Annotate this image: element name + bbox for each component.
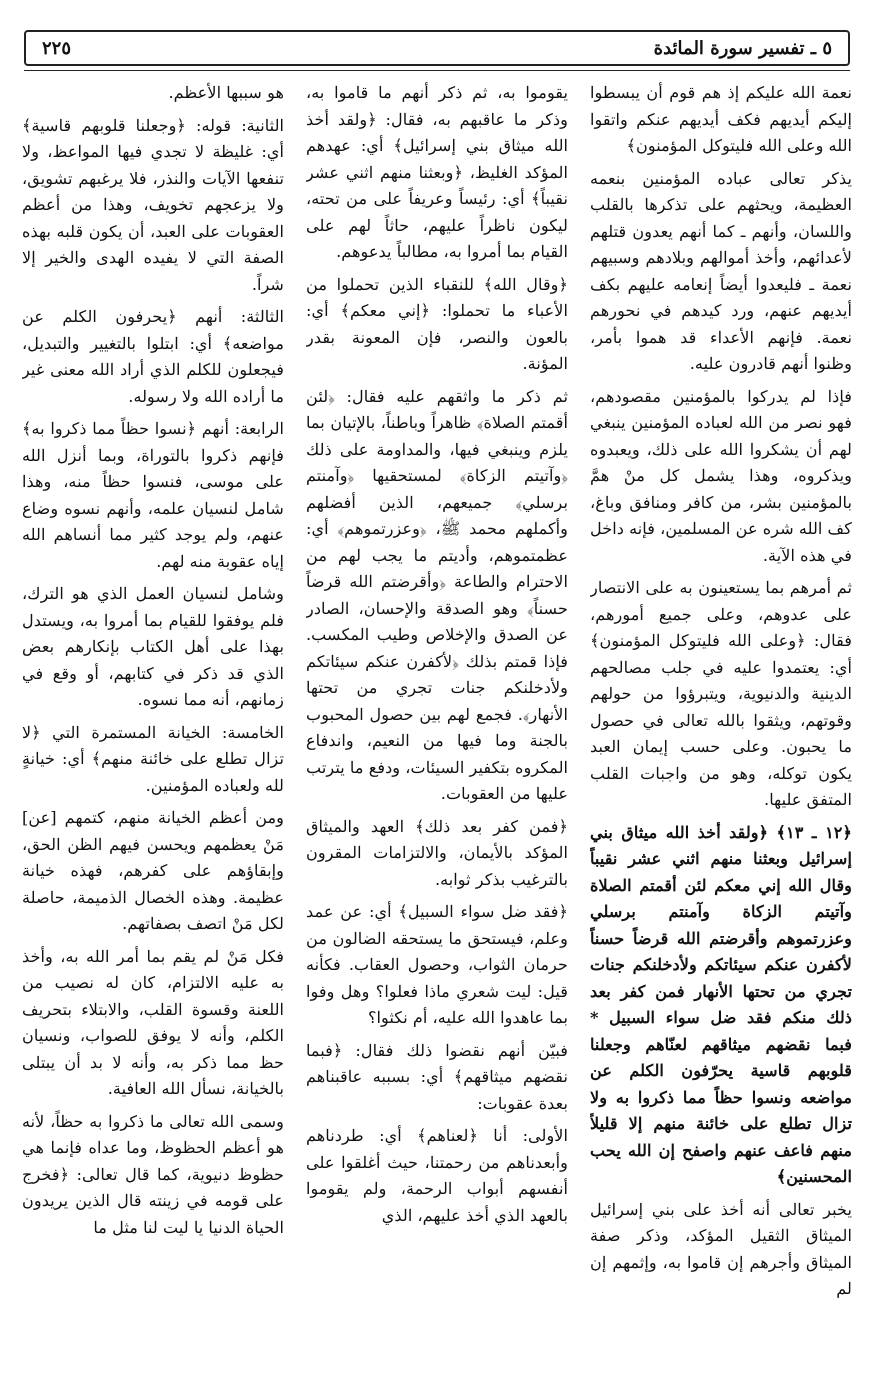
paragraph: وشامل لنسيان العمل الذي هو الترك، فلم يوفقوا للقيام بما أمروا به، ويستدل بهذا على أهل الكتاب بإنكارهم بعض الذي قد ذكر في كتابهم، أو وقع في زمانهم، أنه مما نسوه. bbox=[22, 584, 284, 709]
paragraph: يقوموا به، ثم ذكر أنهم ما قاموا به، وذكر ما عاقبهم به، فقال: ﴿ولقد أخذ الله ميثاق بني إسرائيل﴾ أي: عهدهم المؤكد الغليظ، ﴿وبعثنا منهم اثني عشر نقيباً﴾ أي: رئيساً وعريفاً على من تحته، ليكون ناظراً عليهم، حاثاً لهم على القيام بما أمروا به، مطالباً يدعوهم. bbox=[306, 83, 568, 261]
text-columns bbox=[22, 80, 852, 1380]
header-rule bbox=[24, 70, 850, 71]
paragraph: ﴿وقال الله﴾ للنقباء الذين تحملوا من الأعباء ما تحملوا: ﴿إني معكم﴾ أي: بالعون والنصر، فإن المعونة بقدر المؤنة. bbox=[306, 274, 568, 373]
paragraph: يخبر تعالى أنه أخذ على بني إسرائيل الميثاق الثقيل المؤكد، وذكر صفة الميثاق وأجرهم إن قاموا به، وإثمهم إن لم bbox=[590, 1199, 852, 1298]
paragraph: يذكر تعالى عباده المؤمنين بنعمه العظيمة، ويحثهم على تذكرها بالقلب واللسان، وأنهم ـ كما أنهم يعدون قتلهم لأعدائهم، وأخذ أموالهم وبلادهم وسبيهم نعمة ـ فليعدوا أيضاً إنعامه عليهم بكف أيديهم عنهم، ورد كيدهم في نحورهم نعمة. فإنهم الأعداء قد هموا بأمر، وظنوا أنهم قادرون عليه. bbox=[590, 168, 852, 373]
column-middle bbox=[306, 80, 568, 1380]
paragraph: ثم ذكر ما واثقهم عليه فقال: ﴿لئن أقمتم الصلاة﴾ ظاهراً وباطناً، بالإتيان بما يلزم وينبغي فيها، والمداومة على ذلك ﴿وآتيتم الزكاة﴾ لمستحقيها ﴿وآمنتم برسلي﴾ جميعهم، الذين أفضلهم وأكملهم محمد ﷺ، ﴿وعزرتموهم﴾ أي: عظمتموهم، وأديتم ما يجب لهم من الاحترام والطاعة ﴿وأقرضتم الله قرضاً حسناً﴾ وهو الصدقة والإحسان، الصادر عن الصدق والإخلاص وطيب المكسب. فإذا قمتم بذلك ﴿لأكفرن عنكم سيئاتكم ولأدخلنكم جنات تجري من تحتها الأنهار﴾. فجمع لهم بين حصول المحبوب بالجنة وما فيها من النعيم، واندفاع المكروه بتكفير السيئات، ودفع ما يترتب عليها من العقوبات. bbox=[306, 386, 568, 803]
paragraph: هو سببها الأعظم. bbox=[168, 83, 284, 102]
paragraph: الثالثة: أنهم ﴿يحرفون الكلم عن مواضعه﴾ أي: ابتلوا بالتغيير والتبديل، فيجعلون للكلم الذي أراد الله معنى غير ما أراده الله ولا رسوله. bbox=[22, 307, 284, 406]
paragraph: فبيّن أنهم نقضوا ذلك فقال: ﴿فبما نقضهم ميثاقهم﴾ أي: بسببه عاقبناهم بعدة عقوبات: bbox=[306, 1040, 568, 1113]
paragraph: فإذا لم يدركوا بالمؤمنين مقصودهم، فهو نصر من الله لعباده المؤمنين ينبغي لهم أن يشكروا الله على ذلك، ويعبدوه ويذكروه، وهذا يشمل كل منْ همَّ بالمؤمنين بشر، من كافر ومنافق وباغ، كف الله شره عن المسلمين، فإنه داخل في هذه الآية. bbox=[590, 386, 852, 565]
column-left bbox=[22, 80, 284, 1380]
paragraph: الخامسة: الخيانة المستمرة التي ﴿لا تزال تطلع على خائنة منهم﴾ أي: خيانةٍ لله ولعباده المؤمنين. bbox=[22, 722, 284, 795]
paragraph: الرابعة: أنهم ﴿نسوا حظاً مما ذكروا به﴾ فإنهم ذكروا بالتوراة، وبما أنزل الله على موسى، فنسوا حظاً منه، وهذا شامل لنسيان علمه، وأنهم نسوه وضاع عنهم، ولم يوجد كثير مما أنساهم الله إياه عقوبة منه لهم. bbox=[22, 419, 284, 571]
paragraph: وسمى الله تعالى ما ذكروا به حظاً، لأنه هو أعظم الحظوظ، وما عداه فإنما هي حظوظ دنيوية، كما قال تعالى: ﴿فخرج على قومه في زينته قال الذين يريدون الحياة الدنيا يا ليت لنا مثل ما bbox=[22, 1111, 284, 1237]
paragraph: الثانية: قوله: ﴿وجعلنا قلوبهم قاسية﴾ أي: غليظة لا تجدي فيها المواعظ، ولا تنفعها الآيات والنذر، فلا يرغبهم تشويق، ولا يزعجهم تخويف، وهذا من أعظم العقوبات على العبد، أن يكون قلبه بهذه الصفة التي لا يفيده الهدى والخير إلا شراً. bbox=[22, 115, 284, 294]
column-right bbox=[590, 80, 852, 1380]
paragraph: نعمة الله عليكم إذ هم قوم أن يبسطوا إليكم أيديهم فكف أيديهم عنكم واتقوا الله وعلى الله فليتوكل المؤمنون﴾ bbox=[590, 83, 852, 155]
page-number: ٢٢٥ bbox=[42, 37, 72, 59]
paragraph: ﴿فقد ضل سواء السبيل﴾ أي: عن عمد وعلم، فيستحق ما يستحقه الضالون من حرمان الثواب، وحصول العقاب. فكأنه قيل: ليت شعري ماذا فعلوا؟ وهل وفوا بما عاهدوا الله عليه، أم نكثوا؟ bbox=[306, 902, 568, 1027]
verse-paragraph: ﴿١٢ ـ ١٣﴾ ﴿ولقد أخذ الله ميثاق بني إسرائيل وبعثنا منهم اثني عشر نقيباً وقال الله إني معكم لئن أقمتم الصلاة وآتيتم الزكاة وآمنتم برسلي وعزرتموهم وأقرضتم الله قرضاً حسناً لأكفرن عنكم سيئاتكم ولأدخلنكم جنات تجري من تحتها الأنهار فمن كفر بعد ذلك منكم فقد ضل سواء السبيل * فبما نقضهم ميثاقهم لعنّاهم وجعلنا قلوبهم قاسية يحرّفون الكلم عن مواضعه ونسوا حظاً مما ذكروا به ولا تزال تطلع على خائنة منهم إلا قليلاً منهم فاعف عنهم واصفح إن الله يحب المحسنين﴾ bbox=[590, 822, 852, 1186]
paragraph: فكل مَنْ لم يقم بما أمر الله به، وأخذ به عليه الالتزام، كان له نصيب من اللعنة وقسوة القلب، والابتلاء بتحريف الكلم، وأنه لا يوفق للصواب، ونسيان حظ مما ذكر به، وأنه لا بد أن يبتلى بالخيانة، نسأل الله العافية. bbox=[22, 946, 284, 1098]
paragraph: ثم أمرهم بما يستعينون به على الانتصار على عدوهم، وعلى جميع أمورهم، فقال: ﴿وعلى الله فليتوكل المؤمنون﴾ أي: يعتمدوا عليه في جلب مصالحهم الدينية والدنيوية، ويتبرؤوا من حولهم وقوتهم، ويثقوا بالله تعالى في حصول ما يحبون. وعلى حسب إيمان العبد يكون توكله، وهو من واجبات القلب المتفق عليها. bbox=[590, 578, 852, 809]
paragraph: الأولى: أنا ﴿لعناهم﴾ أي: طردناهم وأبعدناهم من رحمتنا، حيث أغلقوا على أنفسهم أبواب الرحمة، ولم يقوموا بالعهد الذي أخذ عليهم، الذي bbox=[306, 1126, 568, 1225]
page-header bbox=[24, 30, 850, 66]
paragraph: ومن أعظم الخيانة منهم، كتمهم [عن] مَنْ يعظمهم ويحسن فيهم الظن الحق، وإبقاؤهم على كفرهم، فهذه خيانة عظيمة. وهذه الخصال الذميمة، حاصلة لكل مَنْ اتصف بصفاتهم. bbox=[22, 808, 284, 933]
paragraph: ﴿فمن كفر بعد ذلك﴾ العهد والميثاق المؤكد بالأيمان، والالتزامات المقرون بالترغيب بذكر ثوابه. bbox=[306, 816, 568, 889]
surah-title: ٥ ـ تفسير سورة المائدة bbox=[653, 37, 832, 59]
